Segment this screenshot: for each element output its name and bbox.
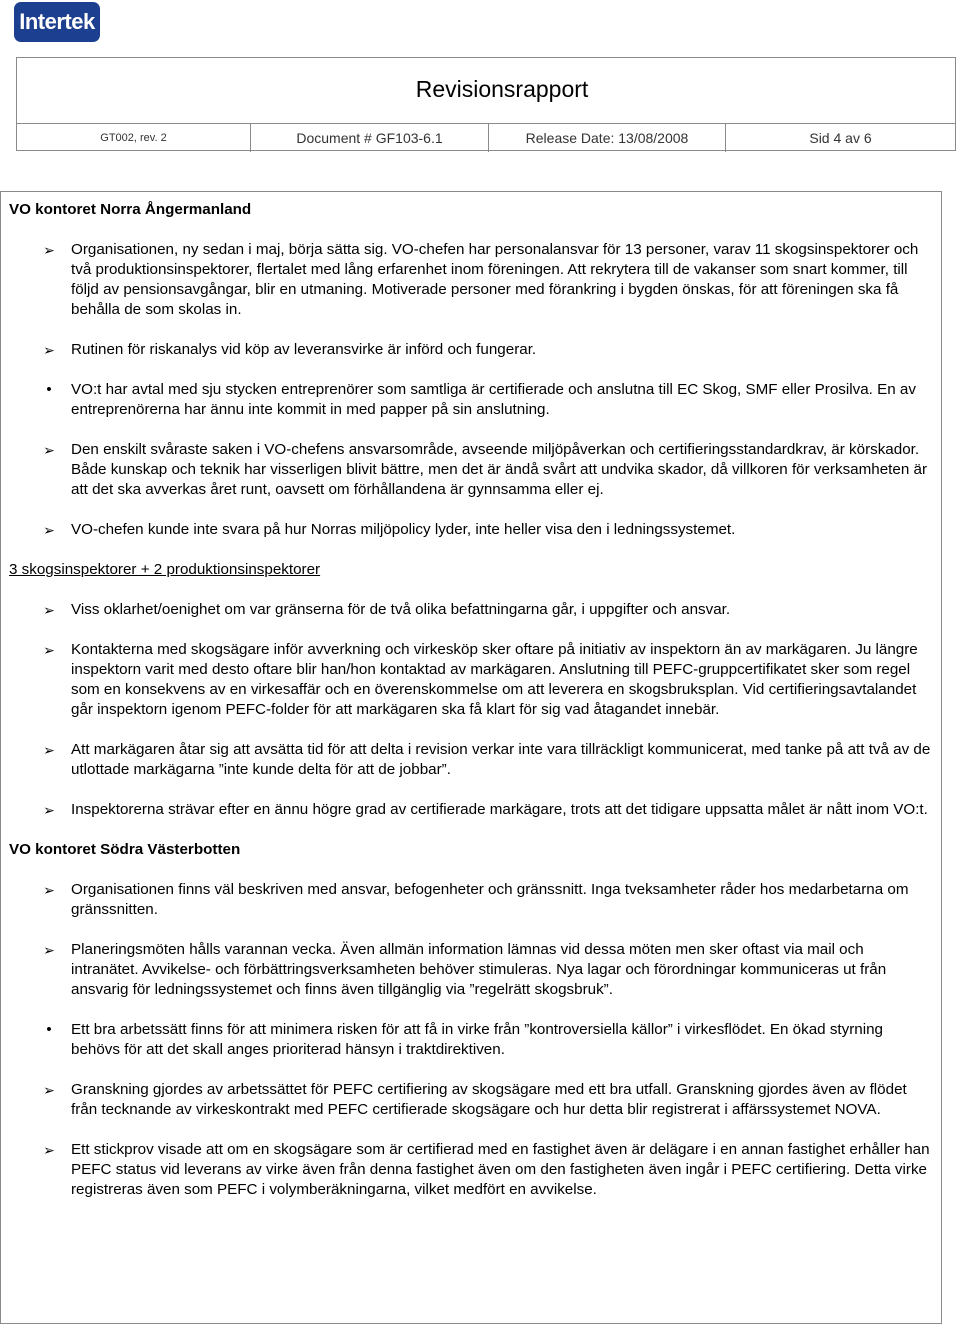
document-title-text: Revisionsrapport <box>415 76 589 102</box>
dot-bullet-icon <box>39 380 59 400</box>
item-text: Planeringsmöten hålls varannan vecka. Även allmän information lämnas vid dessa möten men sker oftast via mail och intranätet. Avvikelse- och förbättringsverksamheten behöver stimuleras. Nya lagar och förordningar kommuniceras ut från ansvarig för ledningssystemet och finns även tillgänglig via ”regelrätt skogsbruk”. <box>71 941 887 998</box>
arrow-bullet-icon <box>39 440 59 461</box>
logo-text: Intertek <box>19 9 95 34</box>
subsection-heading: 3 skogsinspektorer + 2 produktionsinspektorer <box>9 561 321 578</box>
arrow-bullet-icon <box>39 800 59 821</box>
item-text: Ett stickprov visade att om en skogsägare som är certifierad med en fastighet även är delägare i en annan fastighet erhåller han PEFC status vid leverans av virke även från denna fastighet även om den fastigheten även ingår i PEFC certifiering. Detta virke registreras även som PEFC i volymberäkningarna, vilket medfört en avvikelse. <box>71 1141 930 1198</box>
item-text: Att markägaren åtar sig att avsätta tid för att delta i revision verkar inte vara tillräckligt kommunicerat, med tanke på att två av de utlottade markägarna ”inte kunde delta för att de jobbar”. <box>71 741 931 778</box>
list-item <box>9 1140 935 1200</box>
list-item <box>9 880 935 920</box>
item-text: Granskning gjordes av arbetssättet för PEFC certifiering av skogsägare med ett bra utfall. Granskning gjordes även av flödet från tecknande av virkeskontrakt med PEFC certifierade skogsägare och hur detta blir registrerat i affärssystemet NOVA. <box>71 1081 907 1118</box>
arrow-bullet-icon <box>39 340 59 361</box>
list-item <box>9 740 935 780</box>
item-text: Den enskilt svåraste saken i VO-chefens ansvarsområde, avseende miljöpåverkan och certifieringsstandardkrav, är körskador. Både kunskap och teknik har visserligen blivit bättre, men det är ändå svårt att undvika skador, då villkoren för verksamheten är att det ska avverkas året runt, oavsett om förhållandena är gynnsamma eller ej. <box>71 441 928 498</box>
item-text: Organisationen, ny sedan i maj, börja sätta sig. VO-chefen har personalansvar för 13 personer, varav 11 skogsinspektorer och två produktionsinspektorer, flertalet med lång erfarenhet inom föreningen. Att rekrytera till de vakanser som snart kommer, till följd av pensionsavgångar, blir en utmaning. Motiverade personer med förankring i bygden önskas, för att föreningen ska få behålla de som skolas in. <box>71 241 919 318</box>
item-text: Rutinen för riskanalys vid köp av leveransvirke är införd och fungerar. <box>71 341 537 358</box>
list-item <box>9 520 935 540</box>
intertek-logo <box>14 2 100 42</box>
arrow-bullet-icon <box>39 600 59 621</box>
report-content <box>9 200 935 1220</box>
document-number: Document # GF103-6.1 <box>251 124 489 152</box>
arrow-bullet-icon <box>39 1080 59 1101</box>
section-heading: VO kontoret Norra Ångermanland <box>9 201 252 218</box>
item-text: Inspektorerna strävar efter en ännu högre grad av certifierade markägare, trots att det tidigare uppsatta målet är nått inom VO:t. <box>71 801 928 818</box>
arrow-bullet-icon <box>39 520 59 541</box>
arrow-bullet-icon <box>39 880 59 901</box>
list-item <box>9 940 935 1000</box>
item-text: Viss oklarhet/oenighet om var gränserna för de två olika befattningarna går, i uppgifter och ansvar. <box>71 601 731 618</box>
list-item <box>9 800 935 820</box>
list-item <box>9 380 935 420</box>
arrow-bullet-icon <box>39 1140 59 1161</box>
list-item <box>9 440 935 500</box>
list-item <box>9 240 935 320</box>
list-item <box>9 1080 935 1120</box>
section-list <box>9 240 935 540</box>
section-heading: VO kontoret Södra Västerbotten <box>9 841 241 858</box>
arrow-bullet-icon <box>39 740 59 761</box>
item-text: VO:t har avtal med sju stycken entreprenörer som samtliga är certifierade och anslutna till EC Skog, SMF eller Prosilva. En av entreprenörerna har ännu inte kommit in med papper på sin anslutning. <box>71 381 916 418</box>
section-list <box>9 880 935 1200</box>
item-text: Organisationen finns väl beskriven med ansvar, befogenheter och gränssnitt. Inga tveksamheter råder hos medarbetarna om gränssnitten. <box>71 881 909 918</box>
list-item <box>9 1020 935 1060</box>
item-text: VO-chefen kunde inte svara på hur Norras miljöpolicy lyder, inte heller visa den i ledningssystemet. <box>71 521 736 538</box>
dot-bullet-icon <box>39 1020 59 1040</box>
page-number: Sid 4 av 6 <box>809 130 872 146</box>
arrow-bullet-icon <box>39 940 59 961</box>
header-meta-row <box>17 123 955 152</box>
form-id: GT002, rev. 2 <box>17 124 251 152</box>
document-title <box>17 76 955 103</box>
release-date: Release Date: 13/08/2008 <box>489 124 726 152</box>
item-text: Ett bra arbetssätt finns för att minimera risken för att få in virke från ”kontroversiella källor” i virkesflödet. En ökad styrning behövs för att det skall anges prioriterad hänsyn i traktdirektiven. <box>71 1021 884 1058</box>
list-item <box>9 340 935 360</box>
report-body <box>0 191 942 1324</box>
arrow-bullet-icon <box>39 240 59 261</box>
document-header <box>16 57 956 151</box>
list-item <box>9 640 935 720</box>
arrow-bullet-icon <box>39 640 59 661</box>
item-text: Kontakterna med skogsägare inför avverkning och virkesköp sker oftare på initiativ av inspektorn än av markägaren. Ju längre inspektorn varit med desto oftare blir han/hon kontaktad av markägaren. Anslutning till PEFC-gruppcertifikatet sker som regel som en konsekvens av en virkesaffär och en överenskommelse om att leverera en skogsbruksplan. Vid certifieringsavtalandet går inspektorn igenom PEFC-folder för att markägaren ska få klart för sig vad åtagandet innebär. <box>71 641 918 718</box>
subsection-list <box>9 600 935 820</box>
list-item <box>9 600 935 620</box>
